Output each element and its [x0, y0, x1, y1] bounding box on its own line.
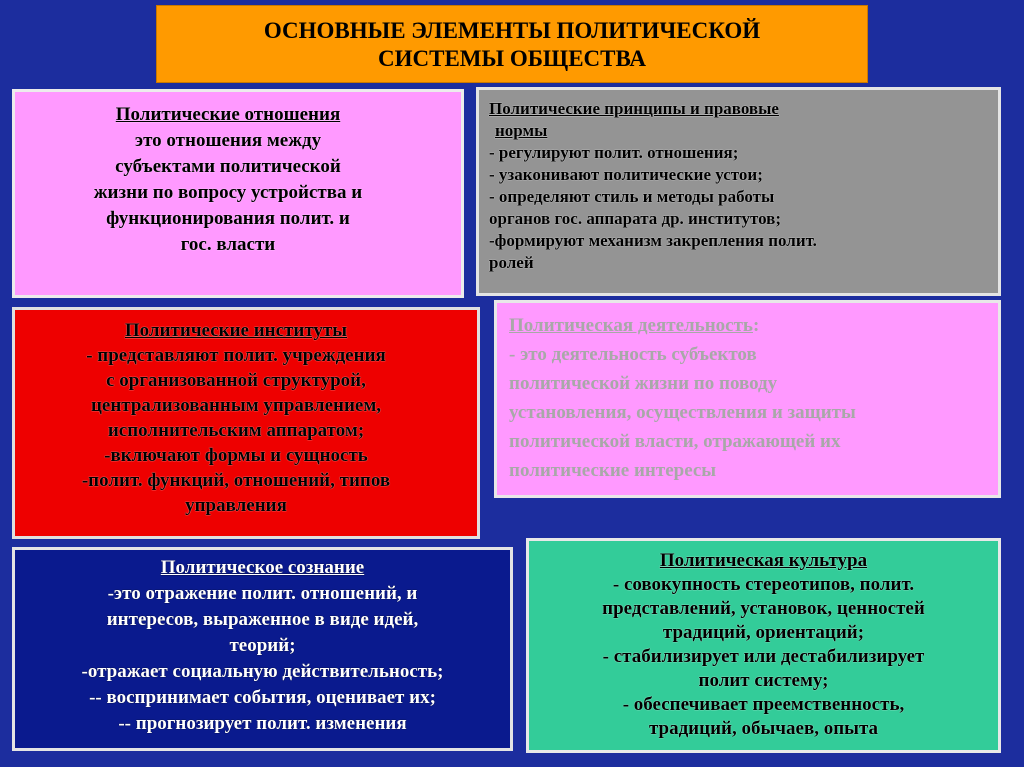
norms-line: -формируют механизм закрепления полит.	[489, 231, 817, 250]
institutions-line: централизованным управлением,	[90, 395, 382, 416]
norms-heading-line-1: Политические принципы и правовые	[489, 99, 779, 118]
consciousness-line: -отражает социальную действительность;	[81, 661, 444, 682]
consciousness-line: -- прогнозирует полит. изменения	[118, 713, 407, 734]
institutions-line: - представляют полит. учреждения	[86, 345, 386, 366]
consciousness-line: -- воспринимает события, оценивает их;	[89, 687, 436, 708]
norms-heading-line-2: нормы	[495, 121, 548, 140]
institutions-heading: Политические институты	[124, 320, 348, 341]
norms-line: органов гос. аппарата др. институтов;	[489, 209, 782, 228]
political-culture-box	[526, 538, 1001, 753]
political-activity-box	[494, 300, 1001, 498]
political-consciousness-box	[12, 547, 513, 751]
institutions-line: с организованной структурой,	[106, 370, 366, 391]
activity-line: - это деятельность субъектов	[509, 344, 757, 365]
consciousness-heading: Политическое сознание	[160, 557, 365, 578]
political-relations-box	[12, 89, 464, 298]
relations-line: гос. власти	[180, 234, 276, 255]
activity-line: политической власти, отражающей их	[509, 431, 841, 452]
principles-norms-box	[476, 87, 1001, 296]
political-institutions-box	[12, 307, 480, 539]
norms-heading-line-2-wrap	[489, 120, 988, 142]
activity-line: политической жизни по поводу	[509, 373, 778, 394]
relations-line: это отношения между	[134, 130, 322, 151]
culture-line: полит систему;	[698, 670, 829, 691]
institutions-line: исполнительским аппаратом;	[107, 420, 365, 441]
title-line-2: СИСТЕМЫ ОБЩЕСТВА	[378, 46, 646, 71]
culture-line: - стабилизирует или дестабилизирует	[602, 646, 925, 667]
culture-line: - обеспечивает преемственность,	[622, 694, 905, 715]
activity-heading-colon: :	[752, 315, 760, 336]
activity-line: установления, осуществления и защиты	[509, 402, 856, 423]
activity-line: политические интересы	[509, 460, 717, 481]
consciousness-line: теорий;	[229, 635, 296, 656]
activity-heading: Политическая деятельность	[509, 315, 753, 336]
norms-line: - узаконивают политические устои;	[489, 165, 763, 184]
norms-line: ролей	[489, 253, 534, 272]
title-line-1: ОСНОВНЫЕ ЭЛЕМЕНТЫ ПОЛИТИЧЕСКОЙ	[263, 18, 761, 43]
institutions-line: -полит. функций, отношений, типов	[81, 470, 391, 491]
consciousness-line: интересов, выраженное в виде идей,	[106, 609, 419, 630]
culture-heading: Политическая культура	[659, 550, 868, 571]
slide-title	[156, 5, 868, 83]
culture-line: традиций, ориентаций;	[662, 622, 865, 643]
relations-line: функционирования полит. и	[106, 208, 350, 229]
institutions-line: управления	[185, 495, 287, 516]
culture-line: - совокупность стереотипов, полит.	[612, 574, 915, 595]
culture-line: традиций, обычаев, опыта	[648, 718, 879, 739]
relations-heading: Политические отношения	[115, 104, 341, 125]
activity-heading-row	[509, 311, 988, 340]
consciousness-line: -это отражение полит. отношений, и	[107, 583, 418, 604]
norms-line: - определяют стиль и методы работы	[489, 187, 775, 206]
relations-line: жизни по вопросу устройства и	[93, 182, 363, 203]
culture-line: представлений, установок, ценностей	[602, 598, 925, 619]
norms-line: - регулируют полит. отношения;	[489, 143, 739, 162]
institutions-line: -включают формы и сущность	[104, 445, 368, 466]
relations-line: субъектами политической	[115, 156, 341, 177]
